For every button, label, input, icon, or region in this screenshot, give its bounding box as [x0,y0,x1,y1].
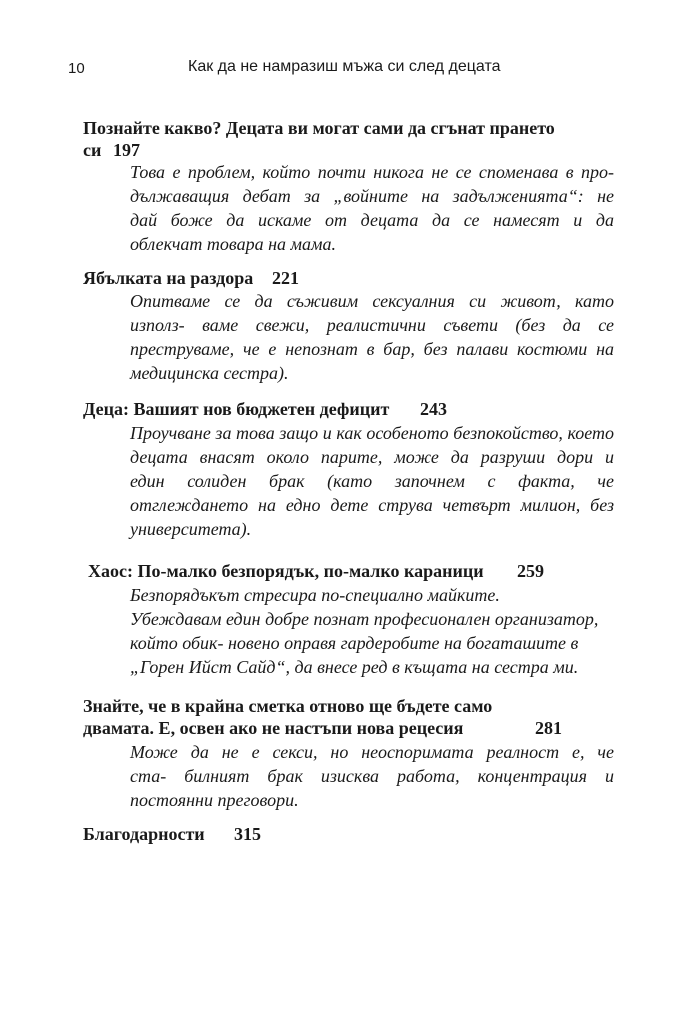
toc-entry-description-line: облекчат товара на мама. [130,234,337,254]
toc-entry-description [130,289,614,385]
toc-entry-description-line: Опитваме се да съживим сексуалния си живот, като [130,291,614,311]
toc-entry-description-line: който обик- новено оправя гардеробите на богаташите в [130,633,579,653]
toc-entry-title-line: Благодарности [83,824,205,844]
toc-entry-description-line: Безпорядъкът стресира по-специално майките. [130,585,500,605]
toc-entry-title [83,398,389,420]
toc-entry-description-line: дължаващия дебат за „войните на задълженията“: не [130,186,614,206]
toc-entry-page: 281 [535,718,562,738]
toc-entry-description-line: Това е проблем, който почти никога не се споменава в про- [130,162,614,182]
toc-entry-description-line: ста- билният брак изисква работа, концентрация и [130,766,614,786]
toc-entry-title-line: Деца: Вашият нов бюджетен дефицит [83,399,390,419]
toc-entry-page: 315 [234,824,261,844]
toc-entry-title-line: Ябълката на раздора [83,268,254,288]
toc-entry-description [130,421,614,541]
toc-entry-description [130,160,614,256]
toc-entry-description-line: Проучване за това защо и как особеното безпокойство, което [130,423,614,443]
toc-entry-page: 259 [517,561,544,581]
toc-entry-description-line: децата внасят около парите, може да разруши дори и [130,447,614,467]
toc-entry-title [83,695,492,739]
toc-entry-description-line: „Горен Ийст Сайд“, да внесе ред в къщата на сестра ми. [130,657,579,677]
toc-entry-page: 243 [420,399,447,419]
toc-entry-description-line: един солиден брак (като започнем с факта, че [130,471,614,491]
toc-entry-title-line: Познайте какво? Децата ви могат сами да сгънат прането [83,118,555,138]
toc-entry-page: 197 [113,140,140,160]
toc-entry-title [83,117,555,161]
toc-entry-title [83,823,205,845]
toc-entry-title-line: Знайте, че в крайна сметка отново ще бъдете само [83,696,493,716]
toc-entry-description-line: Може да не е секси, но неоспоримата реалност е, че [130,742,614,762]
toc-entry-title [83,267,253,289]
toc-entry-description-line: преструваме, че е непознат в бар, без палави костюми на [130,339,614,359]
running-header: Как да не намразиш мъжа си след децата [188,58,501,75]
toc-entry-description [130,583,630,679]
toc-entry-description-line: постоянни преговори. [130,790,299,810]
toc-entry-description-line: отглеждането на едно дете струва четвърт милион, без [130,495,614,515]
toc-entry-title-line: си [83,140,102,160]
toc-entry-title [88,560,484,582]
toc-entry-title-line: двамата. Е, освен ако не настъпи нова рецесия [83,718,464,738]
toc-entry-description-line: дай боже да искаме от децата да се намесят и да [130,210,614,230]
toc-entry-description-line: използ- ваме свежи, реалистични съвети (без да се [130,315,614,335]
toc-entry-description-line: Убеждавам един добре познат професионален организатор, [130,609,599,629]
page-number: 10 [68,60,85,77]
toc-entry-description-line: медицинска сестра). [130,363,289,383]
toc-entry-title-line: Хаос: По-малко безпорядък, по-малко караници [88,561,484,581]
toc-entry-description-line: университета). [130,519,252,539]
toc-entry-description [130,740,614,812]
toc-entry-page: 221 [272,268,299,288]
